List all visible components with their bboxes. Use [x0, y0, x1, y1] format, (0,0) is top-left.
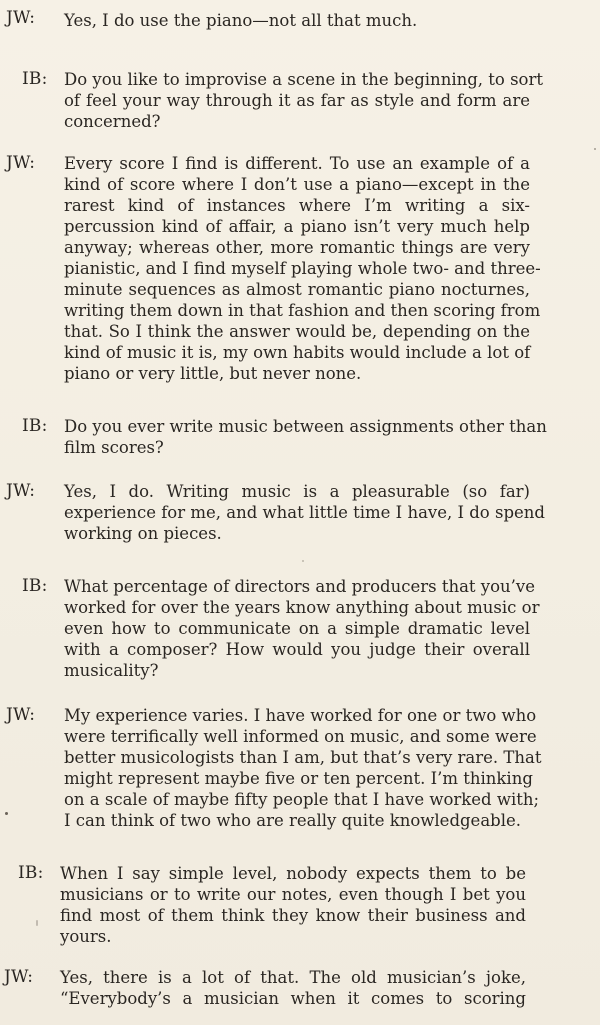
paper-speck: [5, 812, 8, 815]
text-line: musicians or to write our notes, even though I bet you: [60, 885, 526, 904]
speaker-label: JW:: [6, 153, 36, 173]
text-line: Yes, I do. Writing music is a pleasurable (so far): [64, 482, 530, 501]
text-line: film scores?: [64, 438, 164, 457]
text-line: on a scale of maybe fifty people that I have worked with;: [64, 790, 540, 809]
text-line: better musicologists than I am, but that’s very rare. That: [64, 748, 542, 767]
dialogue-text: [64, 705, 542, 831]
paper-speck: [594, 148, 596, 150]
text-line: experience for me, and what little time I have, I do spend: [64, 503, 545, 522]
paper-speck: [36, 920, 38, 926]
text-line: working on pieces.: [64, 524, 222, 543]
text-line: minute sequences as almost romantic piano nocturnes,: [64, 280, 530, 299]
text-line: rarest kind of instances where I’m writing a six-: [64, 196, 530, 215]
text-line: Every score I find is different. To use an example of a: [64, 154, 530, 173]
text-line: percussion kind of affair, a piano isn’t very much help: [64, 217, 530, 236]
text-line: even how to communicate on a simple dramatic level: [64, 619, 530, 638]
text-line: When I say simple level, nobody expects them to be: [60, 864, 526, 883]
speaker-label: JW:: [4, 967, 34, 987]
speaker-label: JW:: [6, 481, 36, 501]
text-line: yours.: [60, 927, 112, 946]
text-line: I can think of two who are really quite knowledgeable.: [64, 811, 522, 830]
text-line: My experience varies. I have worked for one or two who: [64, 706, 537, 725]
text-line: Do you like to improvise a scene in the beginning, to sort: [64, 70, 543, 89]
text-line: What percentage of directors and producers that you’ve: [64, 577, 535, 596]
speaker-label: IB:: [22, 416, 48, 436]
speaker-label: IB:: [18, 863, 44, 883]
text-line: piano or very little, but never none.: [64, 364, 362, 383]
dialogue-text: [64, 69, 543, 132]
dialogue-text: [64, 153, 541, 384]
speaker-label: IB:: [22, 576, 48, 596]
dialogue-text: [60, 967, 526, 1009]
dialogue-text: [64, 481, 545, 544]
text-line: pianistic, and I find myself playing whole two- and three-: [64, 259, 541, 278]
dialogue-text: [60, 863, 526, 947]
speaker-label: JW:: [6, 705, 36, 725]
text-line: of feel your way through it as far as style and form are: [64, 91, 530, 110]
text-line: writing them down in that fashion and then scoring from: [64, 301, 541, 320]
text-line: concerned?: [64, 112, 161, 131]
text-line: were terrifically well informed on music, and some were: [64, 727, 537, 746]
text-line: with a composer? How would you judge their overall: [64, 640, 530, 659]
text-line: worked for over the years know anything about music or: [64, 598, 540, 617]
text-line: Do you ever write music between assignments other than: [64, 417, 547, 436]
text-line: kind of music it is, my own habits would include a lot of: [64, 343, 531, 362]
text-line: that. So I think the answer would be, depending on the: [64, 322, 530, 341]
dialogue-text: [64, 416, 547, 458]
text-line: musicality?: [64, 661, 159, 680]
text-line: kind of score where I don’t use a piano—except in the: [64, 175, 530, 194]
text-line: anyway; whereas other, more romantic things are very: [64, 238, 530, 257]
text-line: “Everybody’s a musician when it comes to scoring: [60, 989, 526, 1008]
text-line: find most of them think they know their business and: [60, 906, 526, 925]
speaker-label: IB:: [22, 69, 48, 89]
text-line: Yes, I do use the piano—not all that much.: [64, 11, 418, 30]
paper-speck: [302, 560, 304, 562]
text-line: might represent maybe five or ten percent. I’m thinking: [64, 769, 533, 788]
dialogue-text: [64, 10, 530, 31]
text-line: Yes, there is a lot of that. The old musician’s joke,: [60, 968, 526, 987]
speaker-label: JW:: [6, 8, 36, 28]
dialogue-text: [64, 576, 540, 681]
